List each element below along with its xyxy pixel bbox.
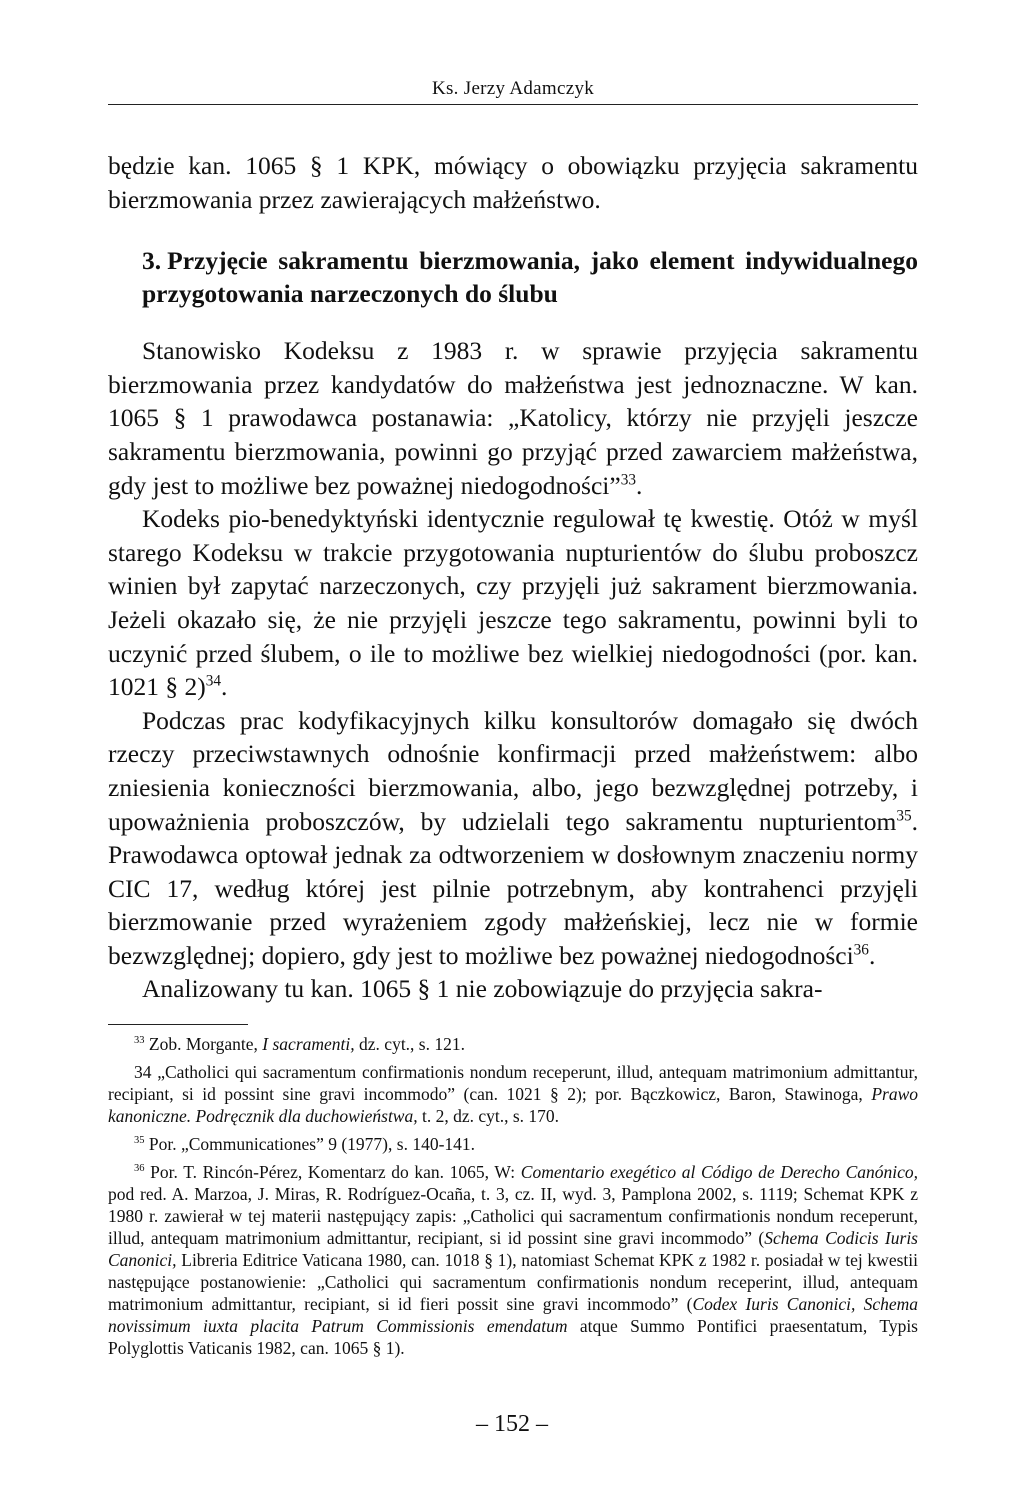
footnote-ref-34[interactable]: 34	[205, 672, 222, 690]
section-title: Przyjęcie sakramentu bierzmowania, jako element indywidualnego przygotowania narzeczonych do ślubu	[142, 246, 918, 309]
paragraph-4: Analizowany tu kan. 1065 § 1 nie zobowiązuje do przyjęcia sakra-	[142, 974, 823, 1004]
footnote-34-text-a: 34 „Catholici qui sacramentum confirmationis nondum receperunt, illud, antequam matrimonium admittantur, recipiant, si id possint sine gravi incommodo” (can. 1021 § 2); por. Bączkowicz, Baron, Stawinoga,	[108, 1062, 918, 1105]
footnote-ref-33[interactable]: 33	[620, 471, 636, 489]
footnote-35-text: Por. „Communicationes” 9 (1977), s. 140-141.	[144, 1134, 476, 1155]
paragraph-1-text: Stanowisko Kodeksu z 1983 r. w sprawie przyjęcia sakramentu bierzmowania przez kandydatów do małżeństwa jest jednoznaczne. W kan. 1065 § 1 prawodawca postanawia: „Katolicy, którzy nie przyjęli jeszcze sakramentu bierzmowania, powinni go przyjąć przed zawarciem małżeństwa, gdy jest to możliwe bez poważnej niedogodności”	[108, 336, 918, 500]
page-number: – 152 –	[476, 1411, 548, 1437]
footnote-36-text-a: Por. T. Rincón-Pérez, Komentarz do kan. 1065, W:	[144, 1162, 521, 1183]
footnote-36-title-b: Schema Codicis Iuris Canonici,	[108, 1228, 918, 1271]
footnote-36-text-b: pod red. A. Marzoa, J. Miras, R. Rodríguez-Ocaña, t. 3, cz. II, wyd. 3, Pamplona 2002, s. 1119; Schemat KPK z 1980 r. zawierał w tej materii następujący zapis: „Catholici qui sacramentum confirmationis nondum receperunt, illud, antequam matrimonium admittantur, recipiant, si id possint sine gravi incommodo” (	[108, 1184, 918, 1249]
footnote-35-number: 35	[134, 1135, 145, 1147]
paragraph-3-end: .	[868, 940, 876, 970]
paragraph-continuation: będzie kan. 1065 § 1 KPK, mówiący o obowiązku przyjęcia sakramentu bierzmowania przez zawierających małżeństwo.	[108, 151, 918, 214]
paragraph-3-text-a: Podczas prac kodyfikacyjnych kilku konsultorów domagało się dwóch rzeczy przeciwstawnych odnośnie konfirmacji przed małżeństwem: albo zniesienia konieczności bierzmowania, albo, jego bezwzględnej potrzeby, i upoważnienia proboszczów, by udzielali tego sakramentu nupturientom	[108, 705, 918, 836]
section-number: 3.	[142, 246, 162, 276]
footnote-34-text-b: t. 2, dz. cyt., s. 170.	[417, 1106, 560, 1127]
footnote-36-text-c: Libreria Editrice Vaticana 1980, can. 1018 § 1), natomiast Schemat KPK z 1982 r. posiadał w tej kwestii następujące postanowienie: „Catholici qui sacramentum confirmationis nondum receperint, illud, antequam matrimonium admittantur, recipiant, si id fieri possit sine gravi incommodo” (	[108, 1250, 918, 1315]
footnote-33-title: I sacramenti,	[262, 1034, 355, 1055]
paragraph-2-text: Kodeks pio-benedyktyński identycznie regulował tę kwestię. Otóż w myśl starego Kodeksu w trakcie przygotowania nupturientów do ślubu proboszcz winien był zapytać narzeczonych, czy przyjęli już sakrament bierzmowania. Jeżeli okazało się, że nie przyjęli jeszcze tego sakramentu, powinni byli to uczynić przed ślubem, o ile to możliwe bez wielkiej niedogodności (por. kan. 1021 § 2)	[108, 504, 918, 702]
paragraph-3-text-b: . Prawodawca optował jednak za odtworzeniem w dosłownym znaczeniu normy CIC 17, według której jest pilnie potrzebnym, aby kontrahenci przyjęli bierzmowanie przed wyrażeniem zgody małżeńskiej, lecz nie w formie bezwzględnej; dopiero, gdy jest to możliwe bez poważnej niedogodności	[108, 806, 918, 970]
page	[108, 78, 918, 1365]
footnote-33	[108, 1033, 918, 1055]
section-heading	[142, 244, 918, 310]
footnote-34	[108, 1061, 918, 1127]
footnote-36-title-a: Comentario exegético al Código de Derecho Canónico,	[520, 1162, 918, 1183]
footnotes	[108, 1033, 918, 1359]
footnote-33-text-a: Zob. Morgante,	[144, 1034, 263, 1055]
paragraph-2-end: .	[221, 672, 228, 702]
footnote-36-title-c: Codex Iuris Canonici, Schema novissimum iuxta placita Patrum Commissionis emendatum	[108, 1294, 919, 1337]
footnote-ref-35[interactable]: 35	[896, 807, 912, 824]
paragraph-1-end: .	[636, 470, 643, 500]
footnote-36-text-d: atque Summo Pontifici praesentatum, Typis Polyglottis Vaticanis 1982, can. 1065 § 1).	[108, 1316, 918, 1359]
paragraph-3	[108, 704, 918, 973]
running-head: Ks. Jerzy Adamczyk	[108, 78, 918, 105]
footnote-ref-36[interactable]: 36	[853, 941, 869, 959]
paragraph-2	[108, 502, 918, 704]
footnote-34-title: Prawo kanoniczne. Podręcznik dla duchowieństwa,	[108, 1084, 918, 1127]
footnote-33-text-b: dz. cyt., s. 121.	[354, 1034, 465, 1055]
body-text	[108, 149, 918, 1006]
footnote-36-number: 36	[134, 1163, 145, 1175]
footnote-33-number: 33	[134, 1035, 145, 1047]
footnote-36	[108, 1161, 918, 1359]
paragraph-1	[108, 334, 918, 502]
footnote-divider	[108, 1024, 248, 1025]
footnote-35	[108, 1133, 918, 1155]
